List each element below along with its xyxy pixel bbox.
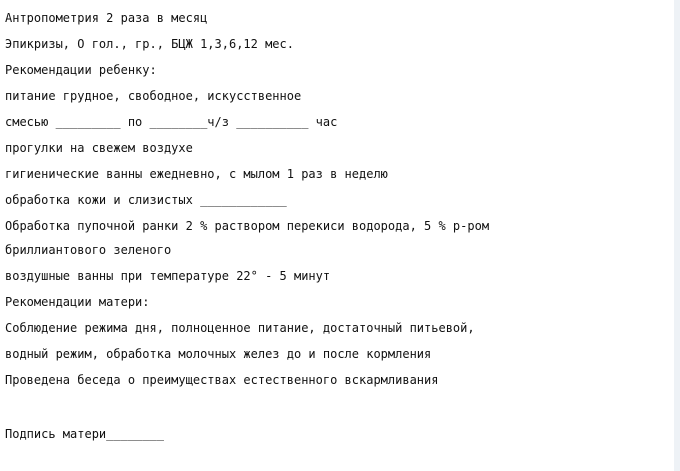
text-line-epicrisis: Эпикризы, О гол., гр., БЦЖ 1,3,6,12 мес. <box>5 37 294 51</box>
text-line-brilliant-green: бриллиантового зеленого <box>5 243 172 257</box>
heading-mother-recommendations: Рекомендации матери: <box>5 295 150 309</box>
text-line-formula: смесью _________ по ________ч/з __________ час <box>5 115 338 129</box>
document-page <box>5 0 675 471</box>
page-edge <box>674 0 680 471</box>
text-line-air-baths: воздушные ванны при температуре 22° - 5 минут <box>5 269 331 283</box>
text-line-anthropometry: Антропометрия 2 раза в месяц <box>5 11 208 25</box>
text-line-umbilical-care: Обработка пупочной ранки 2 % раствором перекиси водорода, 5 % р-ром <box>5 219 490 233</box>
text-line-skin-care: обработка кожи и слизистых ____________ <box>5 193 287 207</box>
text-line-breast-care: водный режим, обработка молочных желез до и после кормления <box>5 347 432 361</box>
text-line-baths: гигиенические ванны ежедневно, с мылом 1 раз в неделю <box>5 167 388 181</box>
mother-signature-line: Подпись матери________ <box>5 427 164 441</box>
text-line-walks: прогулки на свежем воздухе <box>5 141 193 155</box>
text-line-regimen: Соблюдение режима дня, полноценное питание, достаточный питьевой, <box>5 321 475 335</box>
text-line-feeding: питание грудное, свободное, искусственное <box>5 89 302 103</box>
text-line-breastfeeding-talk: Проведена беседа о преимуществах естественного вскармливания <box>5 373 439 387</box>
heading-child-recommendations: Рекомендации ребенку: <box>5 63 157 77</box>
